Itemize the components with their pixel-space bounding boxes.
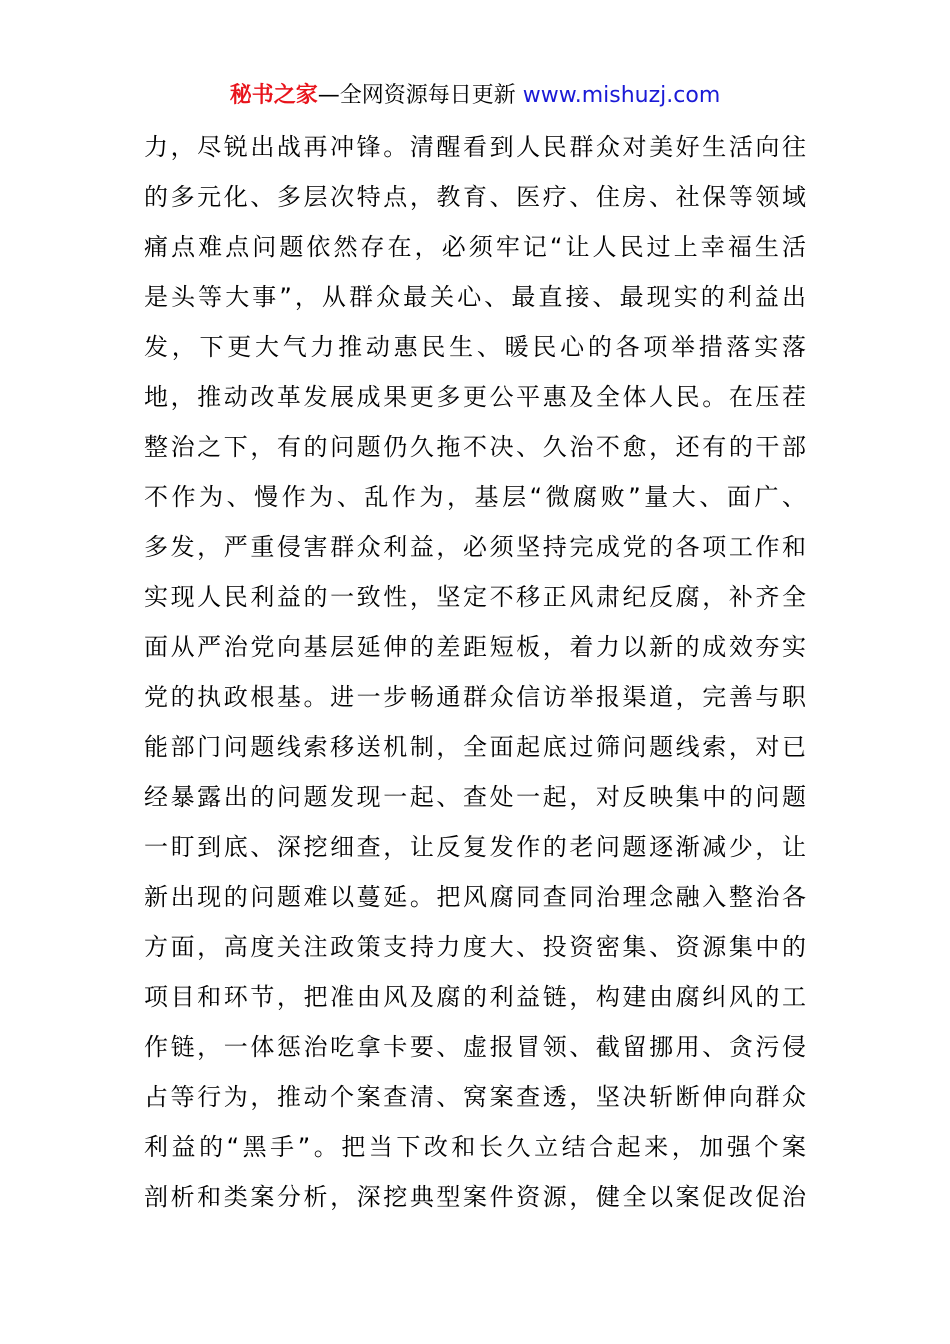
text-line: 占等行为，推动个案查清、窝案查透，坚决斩断伸向群众 <box>144 1083 806 1111</box>
text-line: 多发，严重侵害群众利益，必须坚持完成党的各项工作和 <box>144 533 806 561</box>
text-line: 项目和环节，把准由风及腐的利益链，构建由腐纠风的工 <box>144 983 806 1011</box>
text-line: 不作为、慢作为、乱作为，基层“微腐败”量大、面广、 <box>144 483 806 511</box>
text-line: 发，下更大气力推动惠民生、暖民心的各项举措落实落 <box>144 333 806 361</box>
text-line: 是头等大事”，从群众最关心、最直接、最现实的利益出 <box>144 283 806 311</box>
body-text <box>144 122 806 1222</box>
text-line: 力，尽锐出战再冲锋。清醒看到人民群众对美好生活向往 <box>144 133 806 161</box>
header-tagline: —全网资源每日更新 <box>317 83 516 108</box>
text-line: 地，推动改革发展成果更多更公平惠及全体人民。在压茬 <box>144 383 806 411</box>
text-line: 新出现的问题难以蔓延。把风腐同查同治理念融入整治各 <box>144 883 806 911</box>
text-line: 能部门问题线索移送机制，全面起底过筛问题线索，对已 <box>144 733 806 761</box>
text-line: 作链，一体惩治吃拿卡要、虚报冒领、截留挪用、贪污侵 <box>144 1033 806 1061</box>
text-line: 整治之下，有的问题仍久拖不决、久治不愈，还有的干部 <box>144 433 806 461</box>
text-line: 利益的“黑手”。把当下改和长久立结合起来，加强个案 <box>144 1133 806 1161</box>
text-line: 方面，高度关注政策支持力度大、投资密集、资源集中的 <box>144 933 806 961</box>
text-line: 实现人民利益的一致性，坚定不移正风肃纪反腐，补齐全 <box>144 583 806 611</box>
text-line: 的多元化、多层次特点，教育、医疗、住房、社保等领域 <box>144 183 806 211</box>
text-line: 痛点难点问题依然存在，必须牢记“让人民过上幸福生活 <box>144 233 806 261</box>
text-line: 经暴露出的问题发现一起、查处一起，对反映集中的问题 <box>144 783 806 811</box>
text-line: 党的执政根基。进一步畅通群众信访举报渠道，完善与职 <box>144 683 806 711</box>
text-line: 剖析和类案分析，深挖典型案件资源，健全以案促改促治 <box>144 1183 806 1211</box>
site-url-link[interactable]: www.mishuzj.com <box>522 83 721 108</box>
text-line: 一盯到底、深挖细查，让反复发作的老问题逐渐减少，让 <box>144 833 806 861</box>
brand-name: 秘书之家 <box>229 83 318 108</box>
text-line: 面从严治党向基层延伸的差距短板，着力以新的成效夯实 <box>144 633 806 661</box>
page-header <box>0 80 950 112</box>
